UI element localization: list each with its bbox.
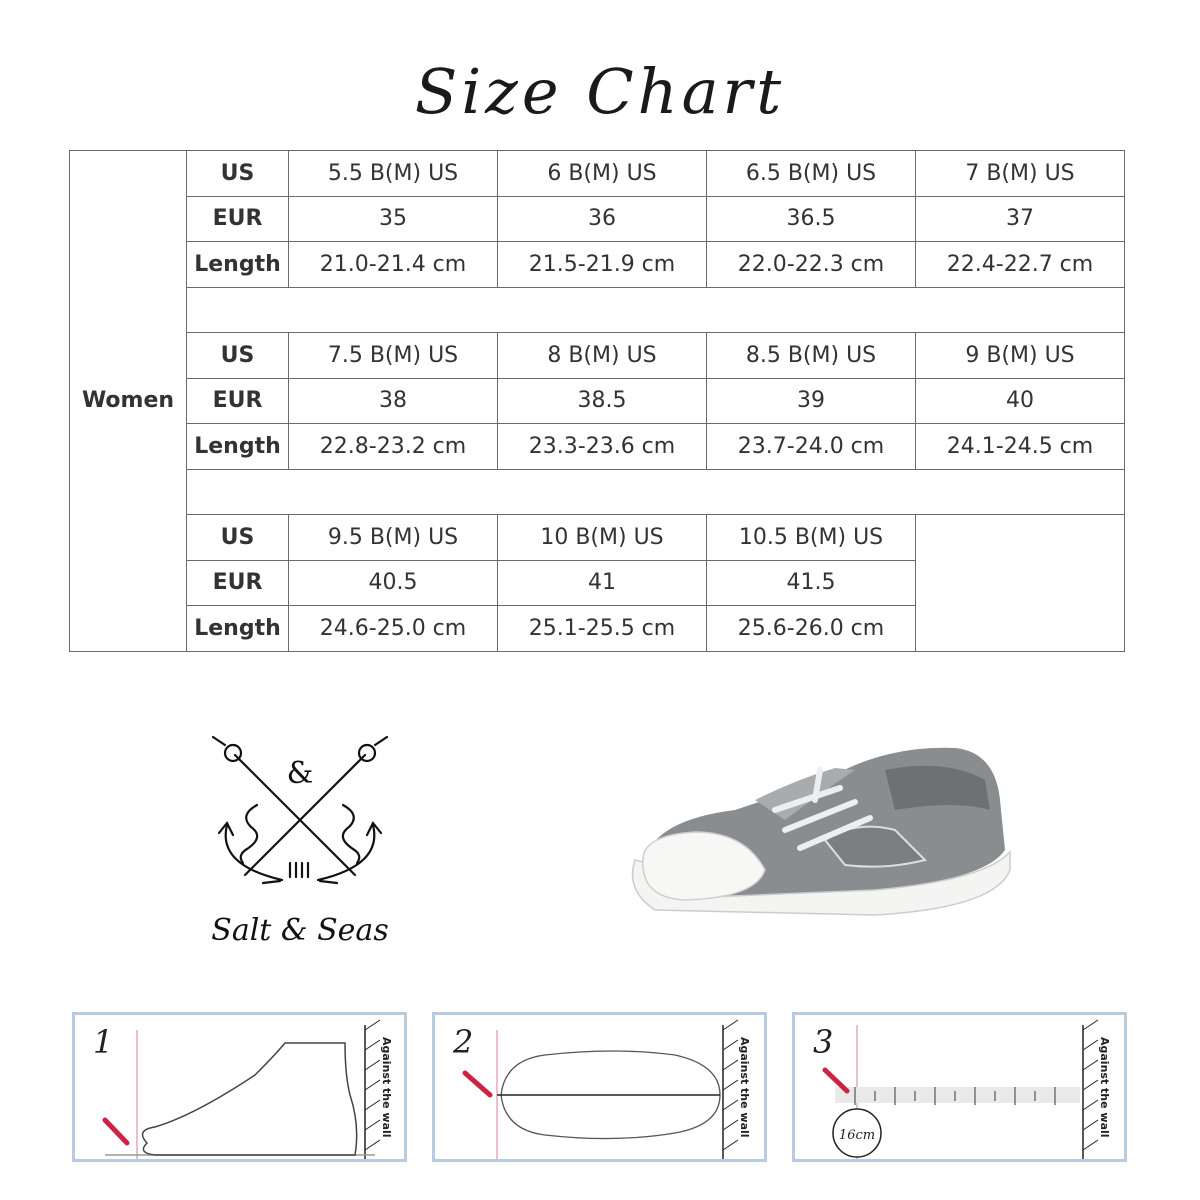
- table-row: [70, 515, 1125, 561]
- cell-us: 6.5 B(M) US: [707, 151, 916, 197]
- row-label-us: US: [187, 333, 289, 379]
- cell-length: 21.5-21.9 cm: [498, 242, 707, 288]
- table-row: [70, 151, 1125, 197]
- row-label-length: Length: [187, 606, 289, 652]
- cell-us: 8 B(M) US: [498, 333, 707, 379]
- wall-label: Against the wall: [380, 1037, 393, 1138]
- cell-length: 25.6-26.0 cm: [707, 606, 916, 652]
- cell-us: 9.5 B(M) US: [289, 515, 498, 561]
- row-label-length: Length: [187, 242, 289, 288]
- cell-us: 10.5 B(M) US: [707, 515, 916, 561]
- spacer-cell: [187, 469, 1125, 515]
- cell-us: 7 B(M) US: [916, 151, 1125, 197]
- cell-us: 6 B(M) US: [498, 151, 707, 197]
- row-label-eur: EUR: [187, 560, 289, 606]
- cell-length: 24.6-25.0 cm: [289, 606, 498, 652]
- table-row: [70, 333, 1125, 379]
- page-title: Size Chart: [414, 55, 786, 128]
- size-table: [69, 150, 1125, 652]
- cell-us: 5.5 B(M) US: [289, 151, 498, 197]
- table-row: [70, 242, 1125, 288]
- cell-eur: 40: [916, 378, 1125, 424]
- logo-ampersand: &: [286, 756, 314, 791]
- cell-length: 23.3-23.6 cm: [498, 424, 707, 470]
- cell-length: 22.8-23.2 cm: [289, 424, 498, 470]
- measure-tag: 16cm: [838, 1128, 876, 1143]
- sneaker-image: [625, 740, 1020, 920]
- step-panel-2: [432, 1012, 767, 1162]
- cell-us: 8.5 B(M) US: [707, 333, 916, 379]
- table-row: [70, 196, 1125, 242]
- row-label-length: Length: [187, 424, 289, 470]
- cell-us: 10 B(M) US: [498, 515, 707, 561]
- step-1-illustration: [75, 1015, 404, 1159]
- cell-eur: 38: [289, 378, 498, 424]
- step-panel-3: [792, 1012, 1127, 1162]
- table-row: [70, 378, 1125, 424]
- step-number: 3: [813, 1023, 834, 1061]
- cell-length: 22.0-22.3 cm: [707, 242, 916, 288]
- spacer-cell: [187, 287, 1125, 333]
- row-label-us: US: [187, 515, 289, 561]
- cell-eur: 37: [916, 196, 1125, 242]
- brand-logo: [205, 735, 395, 955]
- cell-length: 24.1-24.5 cm: [916, 424, 1125, 470]
- cell-us: 9 B(M) US: [916, 333, 1125, 379]
- cell-length: 22.4-22.7 cm: [916, 242, 1125, 288]
- cell-length: 21.0-21.4 cm: [289, 242, 498, 288]
- cell-eur: 36.5: [707, 196, 916, 242]
- cell-length: 25.1-25.5 cm: [498, 606, 707, 652]
- empty-cell: [916, 515, 1125, 652]
- wall-label: Against the wall: [1098, 1037, 1111, 1138]
- step-2-illustration: [435, 1015, 764, 1159]
- step-3-illustration: [795, 1015, 1124, 1159]
- step-panel-1: [72, 1012, 407, 1162]
- cell-eur: 38.5: [498, 378, 707, 424]
- cell-eur: 41.5: [707, 560, 916, 606]
- category-label: Women: [70, 151, 187, 652]
- wall-label: Against the wall: [738, 1037, 751, 1138]
- cell-eur: 40.5: [289, 560, 498, 606]
- cell-eur: 41: [498, 560, 707, 606]
- step-number: 2: [453, 1023, 474, 1061]
- cell-length: 23.7-24.0 cm: [707, 424, 916, 470]
- cell-eur: 35: [289, 196, 498, 242]
- cell-eur: 36: [498, 196, 707, 242]
- brand-name: Salt & Seas: [211, 913, 389, 948]
- spacer-row: [70, 287, 1125, 333]
- step-number: 1: [93, 1023, 114, 1061]
- row-label-eur: EUR: [187, 378, 289, 424]
- cell-eur: 39: [707, 378, 916, 424]
- table-row: [70, 424, 1125, 470]
- row-label-us: US: [187, 151, 289, 197]
- spacer-row: [70, 469, 1125, 515]
- cell-us: 7.5 B(M) US: [289, 333, 498, 379]
- row-label-eur: EUR: [187, 196, 289, 242]
